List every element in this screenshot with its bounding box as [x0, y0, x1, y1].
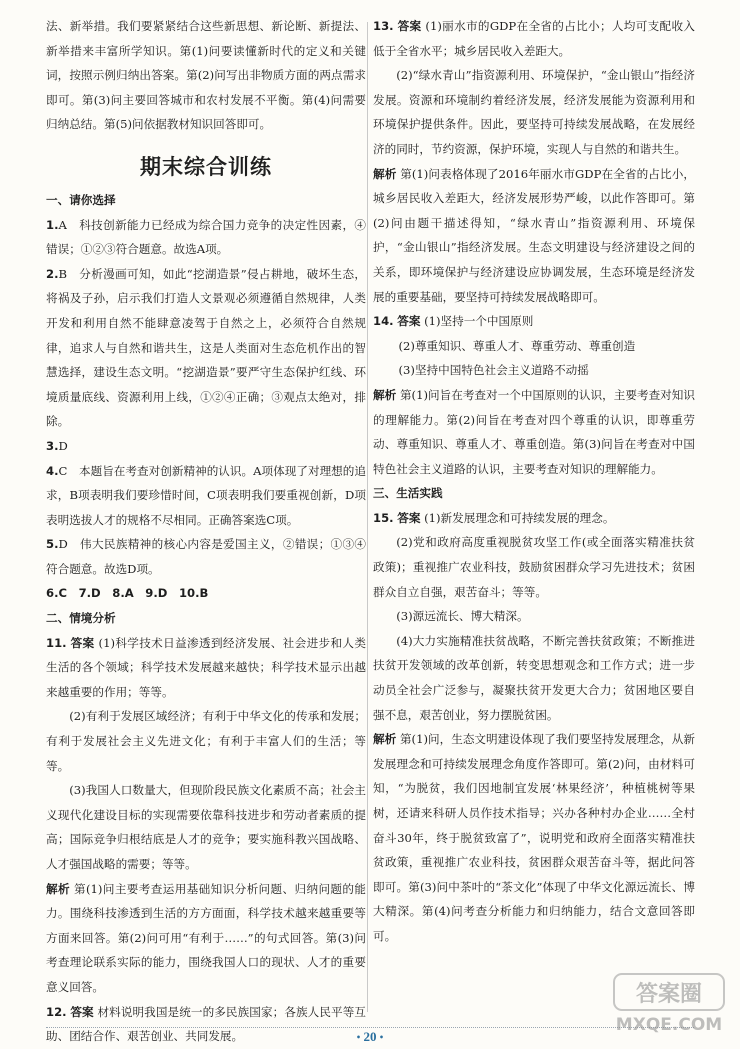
question-15-analysis — [373, 727, 695, 948]
question-11-answer-1 — [46, 631, 366, 705]
questions-6-10: 6.C 7.D 8.A 9.D 10.B — [46, 586, 209, 601]
question-14-answer-2: (2)尊重知识、尊重人才、尊重劳动、尊重创造 — [398, 338, 636, 353]
question-number: 12. — [46, 1004, 67, 1019]
analysis-tag: 解析 — [373, 387, 397, 402]
answer-tag: 答案 — [70, 635, 95, 650]
analysis-text: 第(1)问，生态文明建设体现了我们要坚持发展理念，从新发展理念和可持续发展理念角度作答即可。第(2)问，由材料可知，“为脱贫，我们因地制宜发展‘林果经济’，种植桃树等果树，还请来科研人员作技术指导；兴办各种村办企业……全村奋斗30年，终于脱贫致富了”，说明党和政府全面落实精准扶贫政策，重视推广农业科技，贫困群众艰苦奋斗等，据此问答即可。第(3)问中茶叶的“茶文化”体现了中华文化源远流长、博大精深。第(4)问考查分析能力和归纳能力，结合文意回答即可。 — [373, 732, 695, 943]
question-number: 3. — [46, 438, 59, 453]
analysis-tag: 解析 — [373, 732, 397, 747]
footer-rule — [46, 1027, 694, 1028]
question-13-analysis — [373, 162, 695, 310]
question-13-answer-1 — [373, 14, 695, 63]
answer-text: (1)新发展理念和可持续发展的理念。 — [424, 510, 615, 525]
answer-text: (1)坚持一个中国原则 — [424, 314, 534, 329]
section-heading-practice: 三、生活实践 — [373, 486, 443, 501]
question-14-answer-3: (3)坚持中国特色社会主义道路不动摇 — [398, 363, 589, 378]
question-text: D — [58, 438, 68, 453]
answer-tag: 答案 — [397, 314, 421, 329]
section-heading-analysis: 二、情境分析 — [46, 611, 116, 626]
question-number: 15. — [373, 510, 394, 525]
analysis-text: 第(1)问主要考查运用基础知识分析问题、归纳问题的能力。围绕科技渗透到生活的方方面面，科学技术越来越重要等方面来回答。第(2)问可用“有利于……”的句式回答。第(3)问考查理论联系实际的能力，围绕我国人口的现状、人才的重要意义回答。 — [46, 881, 366, 994]
answer-text: 材料说明我国是统一的多民族国家；各族人民平等互助、团结合作、艰苦创业、共同发展。 — [46, 1004, 366, 1044]
question-11-analysis — [46, 877, 366, 1000]
answer-tag: 答案 — [397, 19, 422, 33]
question-number: 2. — [46, 266, 59, 281]
answer-tag: 答案 — [70, 1004, 94, 1019]
question-2 — [46, 262, 366, 434]
column-divider — [367, 22, 368, 1012]
analysis-tag: 解析 — [373, 166, 397, 181]
question-14-answer-1 — [373, 309, 695, 334]
question-15-answer-4: (4)大力实施精准扶贫战略，不断完善扶贫政策；不断推进扶贫开发领域的改革创新，转变思想观念和工作方式；进一步动员全社会广泛参与，凝聚扶贫开发更大合力；贫困地区要自强不息，艰苦创业，努力摆脱贫困。 — [373, 633, 695, 722]
question-4 — [46, 459, 366, 533]
question-number: 14. — [373, 314, 394, 329]
question-14-analysis — [373, 383, 695, 481]
question-11-answer-3: (3)我国人口数量大，但现阶段民族文化素质不高；社会主义现代化建设目标的实现需要依靠科技进步和劳动者素质的提高；国际竞争归根结底是人才的竞争；要实施科教兴国战略、人才强国战略的需要；等等。 — [46, 783, 366, 871]
question-15-answer-1 — [373, 506, 695, 531]
answer-tag: 答案 — [397, 510, 421, 525]
page-number-value: 20 — [363, 1029, 377, 1044]
question-15-answer-3: (3)源远流长、博大精深。 — [396, 609, 529, 624]
answer-text: (1)丽水市的GDP在全省的占比小；人均可支配收入低于全省水平；城乡居民收入差距大。 — [373, 19, 695, 58]
question-number: 11. — [46, 635, 67, 650]
analysis-tag: 解析 — [46, 881, 70, 896]
section-heading-choice: 一、请你选择 — [46, 192, 116, 207]
analysis-text: 第(1)问表格体现了2016年丽水市GDP在全省的占比小，城乡居民收入差距大，经济发展形势严峻，以此作答即可。第(2)问由题干描述得知，“绿水青山”指资源利用、环境保护，“金山银山”指经济发展。生态文明建设与经济建设之间的关系，即环境保护与经济建设应协调发展，生态环境是经济发展的重要基础，要坚持可持续发展战略即可。 — [373, 166, 695, 304]
question-1 — [46, 213, 366, 262]
question-text: D 伟大民族精神的核心内容是爱国主义，②错误；①③④符合题意。故选D项。 — [46, 537, 366, 576]
watermark-subtext: MXQE.COM — [615, 1015, 723, 1035]
analysis-text: 第(1)问旨在考查对一个中国原则的认识，主要考查对知识的理解能力。第(2)问旨在考查对四个尊重的认识，即尊重劳动、尊重知识、尊重人才、尊重创造。第(3)问旨在考查对中国特色社会主义道路的认识，主要考查对知识的理解能力。 — [373, 387, 695, 476]
question-5 — [46, 532, 366, 581]
question-number: 13. — [373, 19, 394, 33]
left-column — [46, 14, 366, 1049]
answer-text: (1)科学技术日益渗透到经济发展、社会进步和人类生活的各个领域；科学技术发展越来越快；科学技术显示出越来越重要的作用；等等。 — [46, 635, 366, 699]
question-11-answer-2: (2)有利于发展区域经济；有利于中华文化的传承和发展；有利于发展社会主义先进文化；有利于丰富人们的生活；等等。 — [46, 709, 366, 773]
question-number: 4. — [46, 463, 59, 478]
question-text: A 科技创新能力已经成为综合国力竞争的决定性因素，④错误；①②③符合题意。故选A项。 — [46, 217, 366, 257]
intro-paragraph: 法、新举措。我们要紧紧结合这些新思想、新论断、新提法、新举措来丰富所学知识。第(1)问要读懂新时代的定义和关键词，按照示例归纳出答案。第(2)问写出非物质方面的两点需求即可。第(3)问主要回答城市和农村发展不平衡。第(4)问需要归纳总结。第(5)问依据教材知识回答即可。 — [46, 19, 366, 132]
question-number: 1. — [46, 217, 59, 232]
question-text: C 本题旨在考查对创新精神的认识。A项体现了对理想的追求，B项表明我们要珍惜时间，C项表明我们要重视创新，D项表明选拔人才的规格不尽相同。正确答案选C项。 — [46, 463, 366, 527]
question-text: B 分析漫画可知，如此“挖湖造景”侵占耕地，破坏生态，将祸及子孙，启示我们打造人文景观必须遵循自然规律，人类开发和利用自然不能肆意凌驾于自然之上，必须符合自然规律，追求人与自然和谐共生，这是人类面对生态危机作出的智慧选择，建设生态文明。“挖湖造景”要严守生态保护红线、环境质量底线、资源利用上线，①②④正确；③观点太绝对，排除。 — [46, 266, 366, 429]
watermark-logo — [610, 968, 728, 1038]
question-3 — [46, 434, 366, 459]
watermark-text: 答案圈 — [635, 982, 703, 1007]
right-column — [373, 14, 695, 949]
question-15-answer-2: (2)党和政府高度重视脱贫攻坚工作(或全面落实精准扶贫政策)；重视推广农业科技，鼓励贫困群众学习先进技术；贫困群众自立自强，艰苦奋斗；等等。 — [373, 535, 695, 599]
question-13-answer-2: (2)“绿水青山”指资源利用、环境保护，“金山银山”指经济发展。资源和环境制约着经济发展，经济发展能为资源利用和环境保护提供条件。因此，要坚持可持续发展战略，在发展经济的同时，节约资源，保护环境，实现人与自然的和谐共生。 — [373, 68, 695, 156]
page-number: • 20 • — [356, 1029, 384, 1044]
page-title: 期末综合训练 — [140, 154, 272, 179]
question-number: 5. — [46, 537, 59, 552]
